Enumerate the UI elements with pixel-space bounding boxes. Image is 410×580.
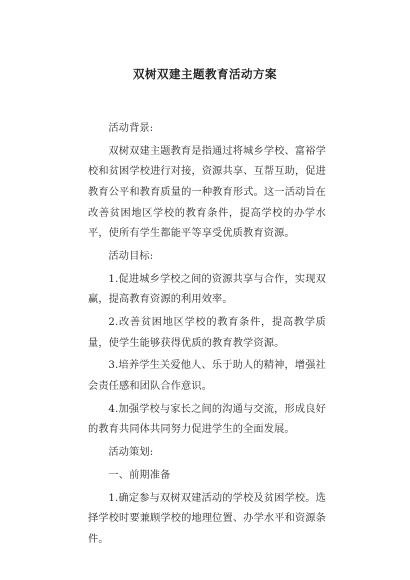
goal-item-3: 3.培养学生关爱他人、乐于助人的精神，增强社会责任感和团队合作意识。: [88, 360, 326, 393]
goal-item-4: 4.加强学校与家长之间的沟通与交流，形成良好的教育共同体共同努力促进学生的全面发展。: [88, 403, 326, 436]
subsection-heading-preparation: 一、前期准备: [108, 470, 171, 481]
document-title: 双树双建主题教育活动方案: [133, 67, 277, 81]
goal-item-1: 1.促进城乡学校之间的资源共享与合作，实现双赢，提高教育资源的利用效率。: [88, 273, 326, 306]
section-label-background: 活动背景:: [108, 123, 154, 134]
goal-item-2: 2.改善贫困地区学校的教育条件，提高教学质量，使学生能够获得优质的教育教学资源。: [88, 317, 326, 349]
preparation-item-1: 1.确定参与双树双建活动的学校及贫困学校。选择学校时要兼顾学校的地理位置、办学水平和资源条件。: [88, 492, 326, 545]
section-label-goals: 活动目标:: [108, 250, 154, 262]
document-body: [88, 119, 326, 553]
section-label-planning: 活动策划:: [108, 447, 154, 459]
paragraph-background: 双树双建主题教育是指通过将城乡学校、富裕学校和贫困学校进行对接，资源共享、互帮互助，促进教育公平和教育质量的一种教育形式。这一活动旨在改善贫困地区学校的教育条件，提高学校的办学水平，使所有学生都能平等享受优质教育资源。: [88, 145, 326, 240]
